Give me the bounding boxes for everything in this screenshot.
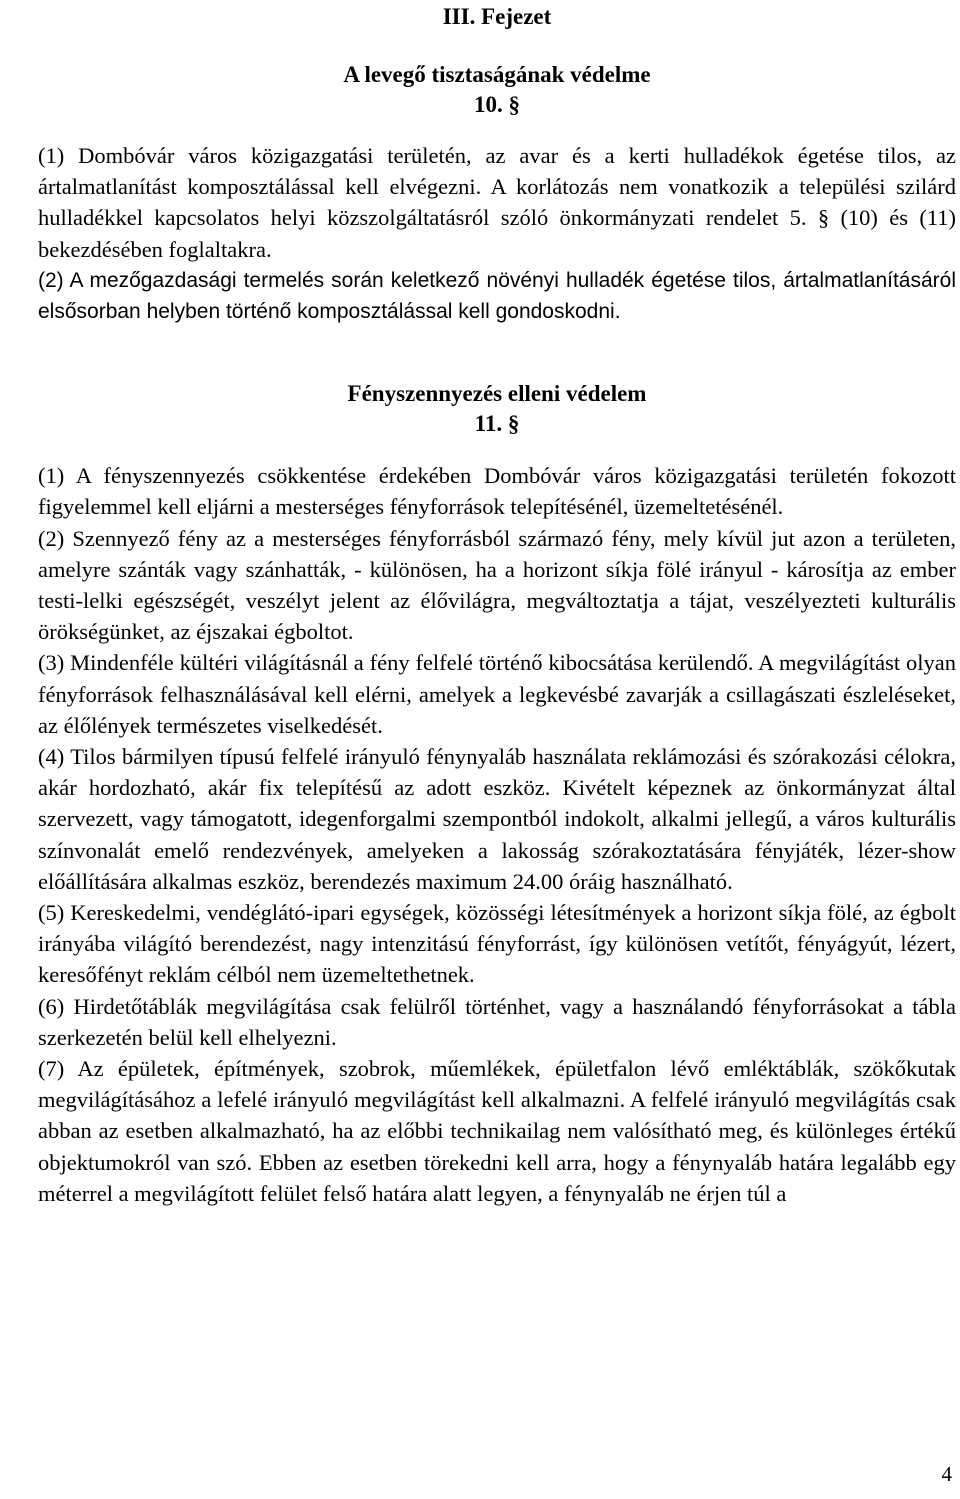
section-11-paragraph-7: (7) Az épületek, építmények, szobrok, műemlékek, épületfalon lévő emléktáblák, szökőkutak megvilágításához a lefelé irányuló megvilágítást kell alkalmazni. A felfelé irányuló megvilágítás csak abban az esetben alkalmazható, ha az előbbi technikailag nem valósítható meg, és különleges értékű objektumokról van szó. Ebben az esetben törekedni kell arra, hogy a fénynyaláb határa legalább egy méterrel a megvilágított felület felső határa alatt legyen, a fénynyaláb ne érjen túl a (38, 1056, 956, 1206)
chapter-heading: III. Fejezet (442, 4, 552, 29)
section-11-paragraph-2: (2) Szennyező fény az a mesterséges fényforrásból származó fény, mely kívül jut azon a területen, amelyre szánták vagy szánhatták, - különösen, ha a horizont síkja fölé irányul - károsítja az ember testi-lelki egészségét, veszélyt jelent az élővilágra, megváltoztatja a tájat, veszélyezteti kulturális örökségünket, az éjszakai égboltot. (38, 525, 956, 645)
section-number-10: 10. § (474, 92, 520, 117)
section-number-11: 11. § (474, 411, 520, 437)
section-11-paragraph-1: (1) A fényszennyezés csökkentése érdekében Dombóvár város közigazgatási területén fokozott figyelemmel kell eljárni a mesterséges fényforrások telepítésénél, üzemeltetésénél. (38, 463, 956, 520)
document-page (38, 0, 956, 1209)
section-11-paragraph-5: (5) Kereskedelmi, vendéglátó-ipari egységek, közösségi létesítmények a horizont síkja fölé, az égbolt irányába világító berendezést, nagy intenzitású fényforrást, így különösen vetítőt, fényágyút, lézert, keresőfényt reklám célból nem üzemeltethetnek. (38, 900, 956, 988)
section-11-paragraph-4: (4) Tilos bármilyen típusú felfelé irányuló fénynyaláb használata reklámozási és szórakozási célokra, akár hordozható, akár fix telepítésű az adott eszköz. Kivételt képeznek az önkormányzat által szervezett, vagy támogatott, idegenforgalmi szempontból indokolt, alkalmi jellegű, a város kulturális színvonalát emelő rendezvények, amelyeken a lakosság szórakoztatására fényjáték, lézer-show előállítására alkalmas eszköz, berendezés maximum 24.00 óráig használható. (38, 744, 956, 894)
section-10-paragraph-2: (2) A mezőgazdasági termelés során keletkező növényi hulladék égetése tilos, ártalmatlanításáról elsősorban helyben történő komposztálással kell gondoskodni. (38, 268, 956, 324)
page-number: 4 (941, 1462, 952, 1486)
section-10-paragraph-1: (1) Dombóvár város közigazgatási területén, az avar és a kerti hulladékok égetése tilos, az ártalmatlanítást komposztálással kell elvégezni. A korlátozás nem vonatkozik a települési szilárd hulladékkel kapcsolatos helyi közszolgáltatásról szóló önkormányzati rendelet 5. § (10) és (11) bekezdésében foglaltakra. (38, 143, 956, 262)
chapter-title: A levegő tisztaságának védelme (343, 62, 651, 87)
section-11-paragraph-6: (6) Hirdetőtáblák megvilágítása csak felülről történhet, vagy a használandó fényforrásokat a tábla szerkezetén belül kell elhelyezni. (38, 993, 956, 1050)
section-11-paragraph-3: (3) Mindenféle kültéri világításnál a fény felfelé történő kibocsátása kerülendő. A megvilágítást olyan fényforrások felhasználásával kell elérni, amelyek a legkevésbé zavarják a csillagászati észleléseket, az élőlények természetes viselkedését. (38, 650, 956, 738)
section-11-title: Fényszennyezés elleni védelem (347, 381, 647, 407)
